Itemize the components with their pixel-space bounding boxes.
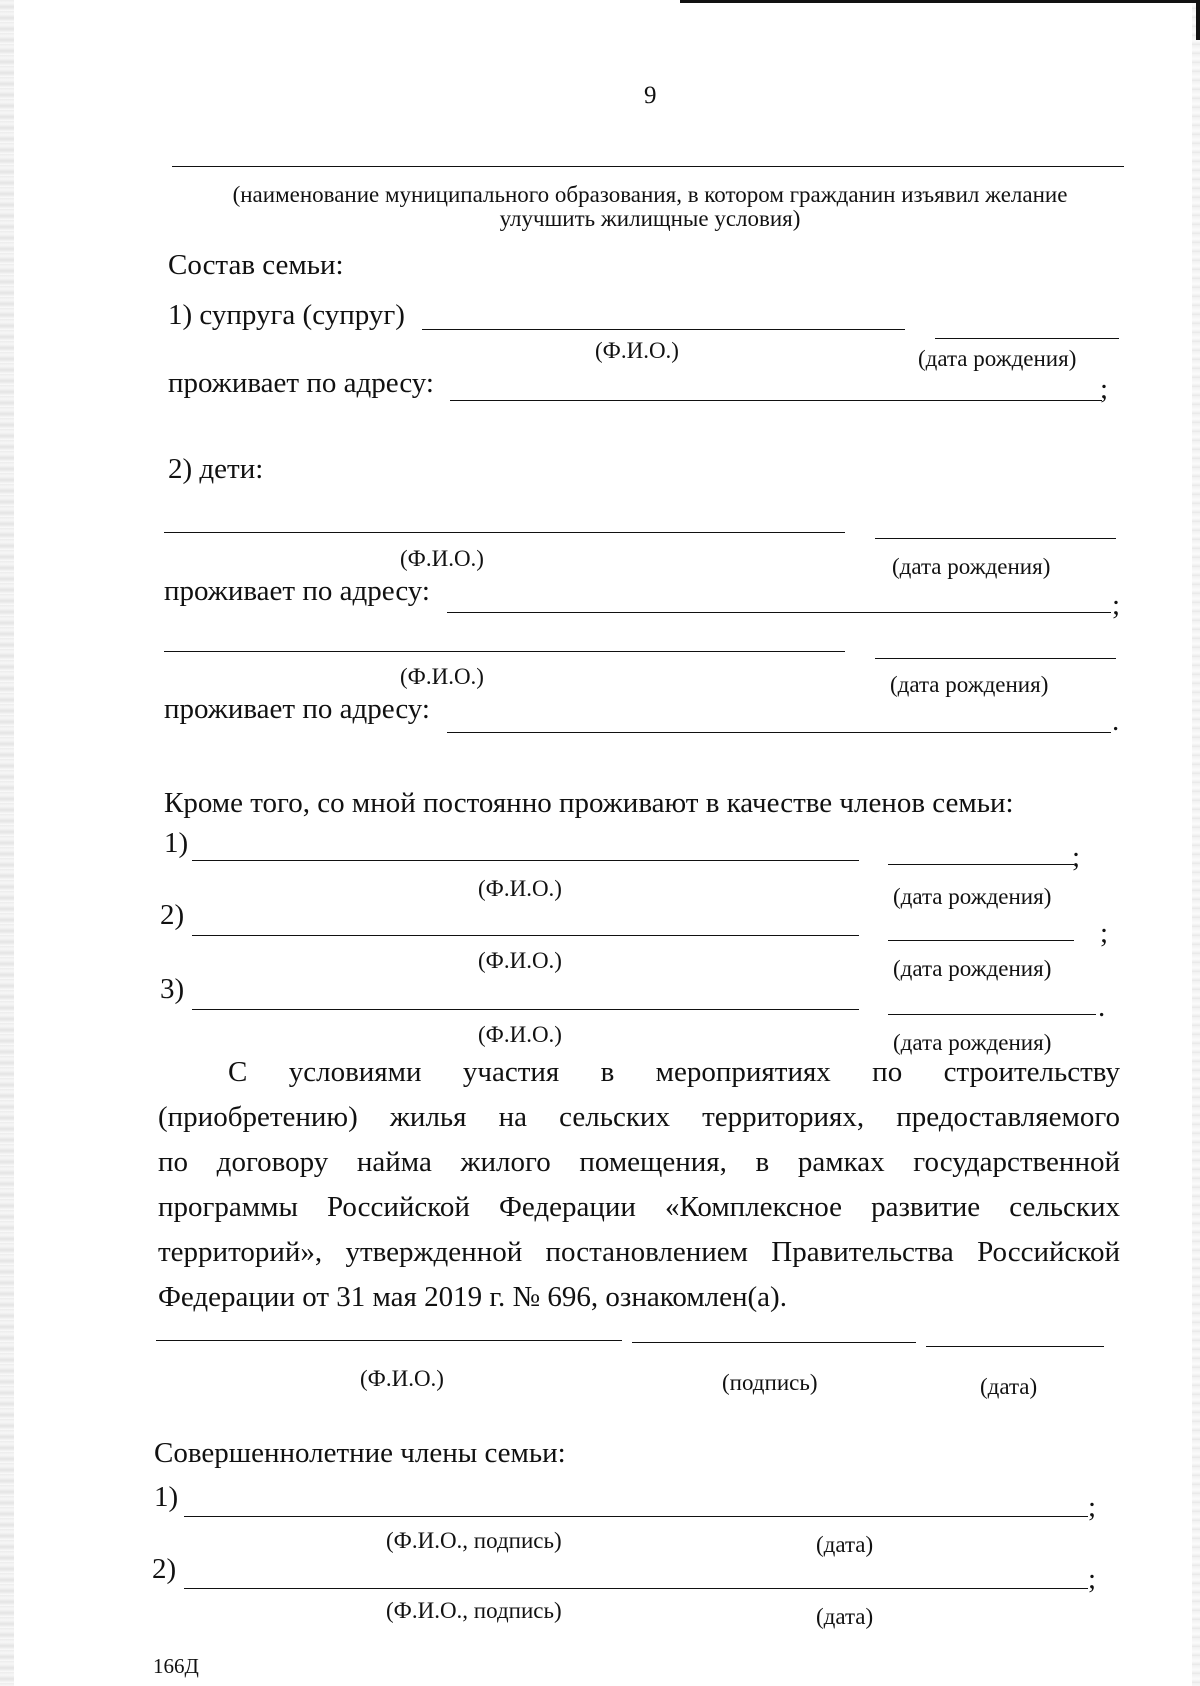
child2-fio-line bbox=[164, 651, 845, 652]
child2-address-label: проживает по адресу: bbox=[164, 693, 430, 725]
child2-address-period: . bbox=[1112, 705, 1120, 737]
adult-member2-number: 2) bbox=[152, 1553, 177, 1585]
scan-edge-left bbox=[0, 0, 14, 1686]
other-member2-fio-line bbox=[192, 935, 859, 936]
adult-member2-date-caption: (дата) bbox=[816, 1604, 874, 1629]
other-member3-birthdate-line bbox=[888, 1014, 1096, 1015]
other-member1-number: 1) bbox=[164, 827, 189, 859]
other-member3-number: 3) bbox=[160, 973, 185, 1005]
acknowledgement-date-line bbox=[926, 1346, 1104, 1347]
other-member2-number: 2) bbox=[160, 899, 185, 931]
adult-member1-fio-caption: (Ф.И.О., подпись) bbox=[386, 1528, 562, 1553]
footer-code: 166Д bbox=[153, 1654, 199, 1678]
adult-member1-date-caption: (дата) bbox=[816, 1532, 874, 1557]
other-member1-fio-caption: (Ф.И.О.) bbox=[478, 876, 562, 901]
spouse-fio-caption: (Ф.И.О.) bbox=[595, 338, 679, 363]
child2-fio-caption: (Ф.И.О.) bbox=[400, 664, 484, 689]
terms-paragraph-line: С условиями участия в мероприятиях по строительству bbox=[228, 1056, 1120, 1088]
other-member1-fio-line bbox=[192, 860, 859, 861]
municipality-caption-line1: (наименование муниципального образования, в котором гражданин изъявил желание bbox=[232, 182, 1068, 207]
spouse-address-semicolon: ; bbox=[1100, 373, 1109, 405]
terms-paragraph-line: программы Российской Федерации «Комплексное развитие сельских bbox=[158, 1191, 1120, 1223]
child1-address-line bbox=[447, 612, 1111, 613]
acknowledgement-fio-line bbox=[156, 1340, 622, 1341]
spouse-birthdate-line bbox=[935, 338, 1119, 339]
municipality-caption-line2: улучшить жилищные условия) bbox=[499, 206, 801, 231]
page-number: 9 bbox=[644, 82, 657, 109]
acknowledgement-signature-line bbox=[632, 1342, 916, 1343]
child1-birthdate-caption: (дата рождения) bbox=[892, 554, 1051, 579]
adult-member2-line bbox=[184, 1588, 1088, 1589]
child1-address-label: проживает по адресу: bbox=[164, 575, 430, 607]
children-label: 2) дети: bbox=[168, 453, 264, 485]
terms-paragraph bbox=[158, 1050, 1120, 1320]
scan-edge-right bbox=[1192, 0, 1200, 1686]
other-member1-birthdate-caption: (дата рождения) bbox=[893, 884, 1052, 909]
family-heading: Состав семьи: bbox=[168, 249, 344, 281]
terms-paragraph-line: по договору найма жилого помещения, в рамках государственной bbox=[158, 1146, 1120, 1178]
other-member2-semicolon: ; bbox=[1100, 917, 1109, 949]
terms-paragraph-line: Федерации от 31 мая 2019 г. № 696, ознакомлен(а). bbox=[158, 1281, 787, 1313]
spouse-fio-line bbox=[422, 329, 905, 330]
child2-birthdate-line bbox=[875, 658, 1116, 659]
acknowledgement-fio-caption: (Ф.И.О.) bbox=[360, 1366, 444, 1391]
other-member3-period: . bbox=[1098, 991, 1106, 1023]
child1-fio-caption: (Ф.И.О.) bbox=[400, 546, 484, 571]
spouse-address-label: проживает по адресу: bbox=[168, 367, 434, 399]
child1-fio-line bbox=[164, 532, 845, 533]
scan-artifact-top-bar bbox=[680, 0, 1200, 3]
municipality-field-line bbox=[172, 166, 1124, 167]
child1-birthdate-line bbox=[875, 538, 1116, 539]
adult-member1-line bbox=[184, 1516, 1088, 1517]
adult-members-heading: Совершеннолетние члены семьи: bbox=[154, 1437, 566, 1469]
terms-paragraph-line: территорий», утвержденной постановлением Правительства Российской bbox=[158, 1236, 1120, 1268]
child1-address-semicolon: ; bbox=[1112, 589, 1121, 621]
acknowledgement-signature-caption: (подпись) bbox=[722, 1370, 818, 1395]
other-member2-birthdate-caption: (дата рождения) bbox=[893, 956, 1052, 981]
acknowledgement-date-caption: (дата) bbox=[980, 1374, 1038, 1399]
scan-artifact-corner bbox=[1196, 0, 1200, 40]
child2-birthdate-caption: (дата рождения) bbox=[890, 672, 1049, 697]
other-member2-fio-caption: (Ф.И.О.) bbox=[478, 948, 562, 973]
spouse-address-line bbox=[450, 400, 1102, 401]
adult-member2-semicolon: ; bbox=[1088, 1563, 1097, 1595]
spouse-label: 1) супруга (супруг) bbox=[168, 299, 405, 331]
other-members-heading: Кроме того, со мной постоянно проживают в качестве членов семьи: bbox=[164, 787, 1014, 819]
other-member1-birthdate-line bbox=[888, 864, 1074, 865]
other-member3-fio-line bbox=[192, 1009, 859, 1010]
other-member3-birthdate-caption: (дата рождения) bbox=[893, 1030, 1052, 1055]
other-member2-birthdate-line bbox=[888, 940, 1074, 941]
adult-member1-number: 1) bbox=[154, 1481, 179, 1513]
adult-member1-semicolon: ; bbox=[1088, 1491, 1097, 1523]
terms-paragraph-line: (приобретению) жилья на сельских территориях, предоставляемого bbox=[158, 1101, 1120, 1133]
other-member1-semicolon: ; bbox=[1072, 841, 1081, 873]
other-member3-fio-caption: (Ф.И.О.) bbox=[478, 1022, 562, 1047]
adult-member2-fio-caption: (Ф.И.О., подпись) bbox=[386, 1598, 562, 1623]
child2-address-line bbox=[447, 732, 1111, 733]
spouse-birthdate-caption: (дата рождения) bbox=[918, 346, 1077, 371]
